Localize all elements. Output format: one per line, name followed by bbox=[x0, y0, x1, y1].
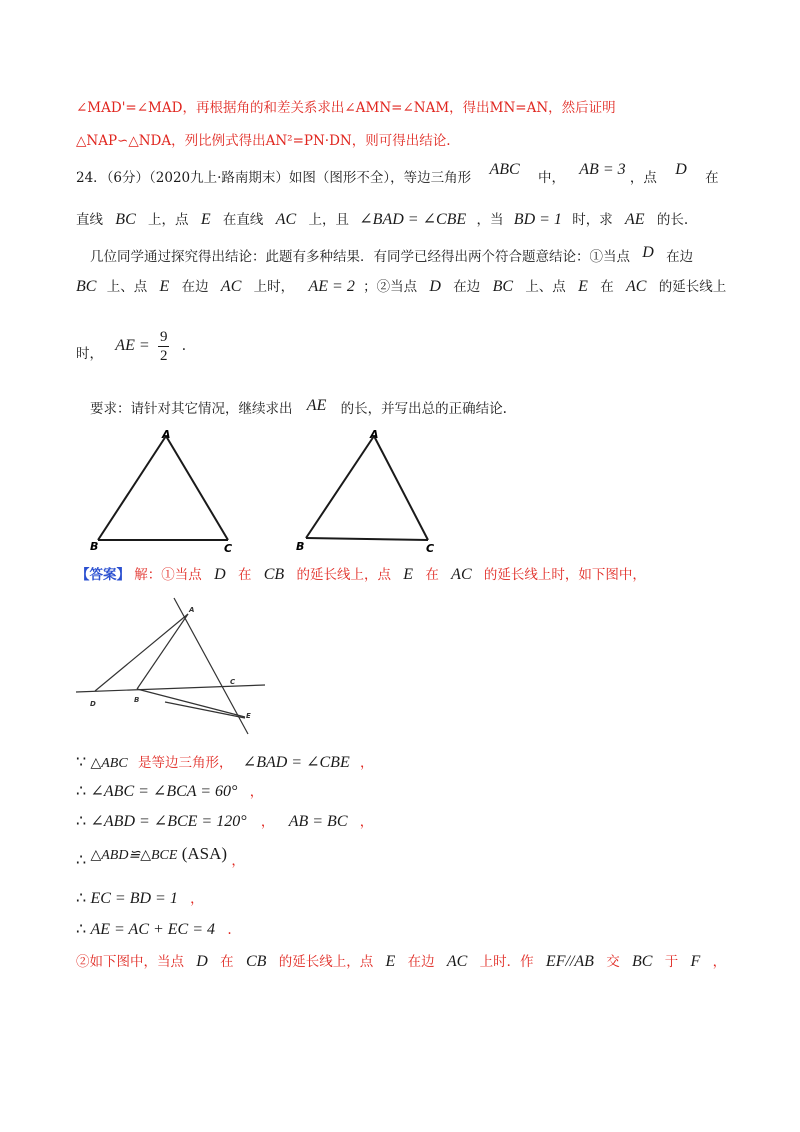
fraction-9-2 bbox=[158, 328, 170, 365]
l4-a: 直线 bbox=[76, 212, 103, 228]
fig3-label-d: D bbox=[90, 700, 96, 708]
ans-ac: AC bbox=[451, 566, 472, 583]
text-line-8 bbox=[90, 399, 507, 419]
tri1-label-a: A bbox=[162, 428, 171, 441]
q24-d: D bbox=[675, 161, 687, 178]
solution-figure-1 bbox=[70, 594, 270, 744]
step-3 bbox=[76, 812, 373, 832]
triangle-figure-2 bbox=[294, 424, 454, 556]
q24-ab3: AB = 3 bbox=[579, 161, 626, 178]
l-last-bc: BC bbox=[632, 953, 653, 970]
ans-a: 解：①当点 bbox=[134, 567, 202, 583]
l-last-ef: EF//AB bbox=[545, 953, 594, 970]
l6-e2: 在边 bbox=[453, 279, 481, 295]
l-last-g: 于 bbox=[664, 954, 679, 970]
s4-b: ， bbox=[231, 853, 245, 869]
fig3-label-a: A bbox=[189, 606, 195, 614]
s5-b: ， bbox=[190, 891, 204, 907]
l8-ae: AE bbox=[306, 397, 327, 414]
s2-eq: ∠ABC = ∠BCA = 60° bbox=[90, 783, 238, 800]
ans-cb: CB bbox=[263, 566, 285, 583]
q24-text: 24．（6分）（2020九上·路南期末）如图（图形不全），等边三角形 bbox=[76, 170, 472, 186]
l-last-d2: 在边 bbox=[407, 954, 435, 970]
s4-eq: △ABD≌△BCE bbox=[90, 848, 178, 863]
l4-b: 上，点 bbox=[148, 212, 189, 228]
q24-at: 在 bbox=[705, 170, 719, 186]
step-4 bbox=[76, 844, 245, 869]
s2-b: ， bbox=[249, 784, 264, 800]
therefore-symbol-3: ∴ bbox=[76, 852, 87, 869]
l6-ac2: AC bbox=[625, 278, 647, 295]
ans-c: 的延长线上，点 bbox=[296, 567, 391, 583]
s1-eq: ∠BAD = ∠CBE bbox=[242, 754, 350, 771]
l6-h: 的延长线上 bbox=[658, 279, 727, 295]
l-last-f: 交 bbox=[606, 954, 620, 970]
l-last-e2: 上时．作 bbox=[479, 954, 534, 970]
s6-b: . bbox=[227, 922, 232, 938]
l7-ae: AE = bbox=[115, 337, 150, 354]
l-last-ff: F bbox=[690, 953, 701, 970]
line-2-text: △NAP∽△NDA，列比例式得出AN²=PN·DN，则可得出结论. bbox=[76, 133, 451, 149]
l-last-e: E bbox=[385, 953, 396, 970]
l4-length: 的长. bbox=[656, 212, 689, 228]
l4-c: 在直线 bbox=[222, 212, 264, 228]
s6-eq: AE = AC + EC = 4 bbox=[90, 921, 216, 938]
l6-f: 上、点 bbox=[525, 279, 566, 295]
triangle-figure-1 bbox=[86, 424, 246, 556]
s4-asa: (ASA) bbox=[181, 844, 228, 863]
l4-bd: BD = 1 bbox=[513, 211, 562, 228]
text-line-6 bbox=[76, 277, 726, 297]
ans-d: D bbox=[214, 566, 226, 583]
q24-abc: ABC bbox=[489, 161, 520, 178]
answer-tag: 【答案】 bbox=[76, 567, 130, 583]
l-last-d: D bbox=[196, 953, 208, 970]
l6-b: 在边 bbox=[181, 279, 209, 295]
l-last-c: 的延长线上，点 bbox=[278, 954, 374, 970]
l8-a: 要求：请针对其它情况，继续求出 bbox=[90, 401, 293, 417]
l8-b: 的长，并写出总的正确结论. bbox=[340, 401, 507, 417]
l6-bc: BC bbox=[76, 278, 97, 295]
step-1 bbox=[76, 753, 374, 774]
l6-c: 上时， bbox=[253, 279, 295, 295]
therefore-symbol-4: ∴ bbox=[76, 890, 87, 907]
text-line-2 bbox=[76, 131, 451, 151]
l5-d: D bbox=[642, 244, 654, 261]
q24-mid: 中， bbox=[537, 170, 565, 186]
l6-dd: D bbox=[429, 278, 441, 295]
l-last-ac: AC bbox=[446, 953, 468, 970]
ans-b: 在 bbox=[237, 567, 252, 583]
text-line-7 bbox=[76, 326, 186, 366]
l6-g: 在 bbox=[600, 279, 614, 295]
l4-find: 时，求 bbox=[572, 212, 613, 228]
l-last-h: ， bbox=[712, 954, 727, 970]
therefore-symbol-5: ∴ bbox=[76, 921, 87, 938]
l6-d: ；②当点 bbox=[363, 279, 418, 295]
l4-when: ，当 bbox=[476, 212, 504, 228]
s5-eq: EC = BD = 1 bbox=[90, 890, 178, 907]
l-last-a: ②如下图中，当点 bbox=[76, 954, 184, 970]
text-line-5 bbox=[90, 244, 694, 267]
tri2-label-a: A bbox=[370, 428, 379, 441]
ans-e2: 的延长线上时，如下图中， bbox=[483, 567, 646, 583]
s1-a: 是等边三角形， bbox=[138, 755, 233, 771]
tri2-label-c: C bbox=[426, 542, 435, 555]
fraction-denominator: 2 bbox=[159, 348, 168, 364]
ans-d2: 在 bbox=[425, 567, 439, 583]
s3-eq: ∠ABD = ∠BCE = 120° bbox=[90, 813, 247, 830]
l6-ae2: AE = 2 bbox=[308, 278, 355, 295]
l6-ac: AC bbox=[220, 278, 242, 295]
l5-b: 在边 bbox=[666, 249, 694, 265]
question-24-line bbox=[76, 161, 719, 188]
l4-d: 上，且 bbox=[308, 212, 349, 228]
fig3-label-e: E bbox=[246, 712, 251, 720]
fig3-label-c: C bbox=[230, 678, 236, 686]
l-last-cb: CB bbox=[245, 953, 267, 970]
l4-e: E bbox=[200, 211, 211, 228]
l6-a: 上、点 bbox=[106, 279, 148, 295]
therefore-symbol-1: ∴ bbox=[76, 783, 87, 800]
l6-bc2: BC bbox=[492, 278, 514, 295]
step-7 bbox=[76, 952, 726, 972]
ans-e: E bbox=[403, 566, 414, 583]
s1-b: ， bbox=[360, 755, 374, 771]
text-line-1 bbox=[76, 98, 616, 118]
answer-line bbox=[76, 565, 646, 585]
q24-point: ，点 bbox=[629, 170, 657, 186]
tri1-label-c: C bbox=[224, 542, 233, 555]
l7-period: . bbox=[181, 338, 187, 354]
therefore-symbol-2: ∴ bbox=[76, 813, 87, 830]
l5-a: 几位同学通过探究得出结论：此题有多种结果．有同学已经得出两个符合题意结论：①当点 bbox=[90, 249, 630, 265]
step-2 bbox=[76, 782, 263, 802]
line-1-text: ∠MAD'=∠MAD，再根据角的和差关系求出∠AMN=∠NAM，得出MN=AN，然后证明 bbox=[76, 100, 616, 116]
s3-b: ， bbox=[359, 814, 374, 830]
l7-a: 时， bbox=[76, 346, 103, 362]
s3-mid: ， bbox=[260, 814, 275, 830]
l6-ee: E bbox=[578, 278, 588, 295]
tri1-label-b: B bbox=[90, 540, 99, 553]
step-6 bbox=[76, 920, 232, 940]
l4-eq: ∠BAD = ∠CBE bbox=[359, 211, 467, 228]
fraction-numerator: 9 bbox=[159, 329, 168, 345]
tri2-label-b: B bbox=[296, 540, 305, 553]
s1-tri: △ABC bbox=[90, 756, 128, 771]
s3-eq2: AB = BC bbox=[288, 813, 348, 830]
step-5 bbox=[76, 889, 204, 909]
l6-e: E bbox=[159, 278, 170, 295]
fig3-label-b: B bbox=[134, 696, 140, 704]
text-line-4 bbox=[76, 210, 688, 230]
because-symbol: ∵ bbox=[76, 754, 87, 771]
l4-ac: AC bbox=[275, 211, 297, 228]
l4-ae: AE bbox=[625, 211, 645, 228]
l-last-b: 在 bbox=[220, 954, 234, 970]
l4-bc: BC bbox=[115, 211, 136, 228]
